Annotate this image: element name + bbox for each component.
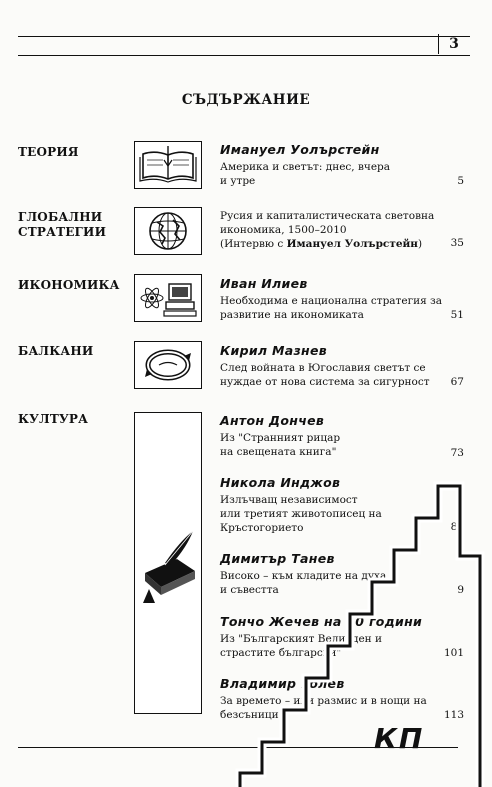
entry-title: Из "Българският Великден и страстите български" (220, 633, 382, 659)
page-title: СЪДЪРЖАНИЕ (181, 92, 311, 108)
entry-page: 101 (443, 647, 464, 659)
entry-author: Имануел Уолърстейн (220, 142, 380, 157)
entry-title: За времето – или размис и в нощи на безсъници... (220, 695, 427, 721)
entry-page: 9 (457, 584, 464, 596)
entry-author: Иван Илиев (220, 276, 308, 291)
entry-page: 73 (450, 447, 464, 459)
entry-page: 81 (450, 521, 464, 533)
entry-title: Русия и капиталистическата световна икономика, 1500–2010 (Интервю с Имануел Уолърстейн) (220, 210, 435, 250)
entry-page: 5 (457, 175, 464, 187)
entry-title: Излъчващ независимост или третият животописец на Кръстогорието (220, 494, 382, 534)
entry-author: Владимир Голев (220, 676, 345, 691)
entry-author: Димитър Танев (220, 551, 335, 566)
entry-author: Никола Инджов (220, 475, 341, 490)
section-label-economy: ИКОНОМИКА (18, 278, 120, 292)
entry-title: Америка и светът: днес, вчера и утре (220, 161, 391, 187)
handwritten-stamp: КП (374, 722, 425, 755)
interview-name: Имануел Уолърстейн (286, 238, 418, 250)
entry-author: Антон Дончев (220, 413, 325, 428)
entry-title: Високо – към кладите на духа и съвестта (220, 570, 387, 596)
entry-page: 35 (450, 237, 464, 249)
entry-title: Необходима е национална стратегия за развитие на икономиката (220, 295, 443, 321)
entry-page: 113 (443, 709, 464, 721)
section-label-theory: ТЕОРИЯ (18, 145, 79, 159)
entry-author: Кирил Мазнев (220, 343, 327, 358)
entry-author: Тончо Жечев на 70 години (220, 614, 423, 629)
section-label-balkans: БАЛКАНИ (18, 344, 94, 358)
section-label-culture: КУЛТУРА (18, 412, 89, 426)
page-number: 3 (438, 34, 469, 54)
section-label-global-strategies: ГЛОБАЛНИ СТРАТЕГИИ (18, 210, 107, 239)
entry-title: След войната в Югославия светът се нуждае от нова система за сигурност (220, 362, 430, 388)
entry-page: 51 (450, 309, 464, 321)
entry-page: 67 (450, 376, 464, 388)
entry-title: Из "Странният рицар на свещената книга" (220, 432, 341, 458)
